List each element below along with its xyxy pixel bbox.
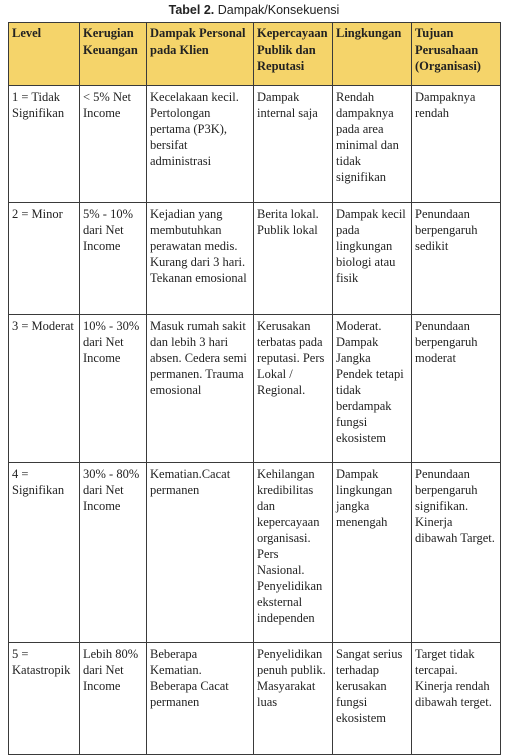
cell-company-objective: Penundaan berpengaruh moderat	[412, 315, 501, 463]
cell-personal-impact: Beberapa Kematian. Beberapa Cacat permanen	[147, 643, 254, 755]
caption-label: Tabel 2.	[168, 3, 215, 17]
header-row	[9, 23, 501, 86]
cell-personal-impact: Kecelakaan kecil. Pertolongan pertama (P3K), bersifat administrasi	[147, 86, 254, 203]
cell-public-trust: Berita lokal. Publik lokal	[254, 203, 333, 315]
cell-public-trust: Kehilangan kredibilitas dan kepercayaan organisasi. Pers Nasional. Penyelidikan eksternal independen	[254, 463, 333, 643]
table-row	[9, 86, 501, 203]
cell-environment: Sangat serius terhadap kerusakan fungsi ekosistem	[333, 643, 412, 755]
header-public-trust: Kepercayaan Publik dan Reputasi	[254, 23, 333, 86]
cell-level: 5 = Katastropik	[9, 643, 80, 755]
cell-environment: Dampak lingkungan jangka menengah	[333, 463, 412, 643]
cell-environment: Dampak kecil pada lingkungan biologi atau fisik	[333, 203, 412, 315]
header-personal-impact: Dampak Personal pada Klien	[147, 23, 254, 86]
header-environment: Lingkungan	[333, 23, 412, 86]
header-financial-loss: Kerugian Keuangan	[80, 23, 147, 86]
table-row	[9, 463, 501, 643]
cell-level: 1 = Tidak Signifikan	[9, 86, 80, 203]
table-row	[9, 643, 501, 755]
header-level: Level	[9, 23, 80, 86]
cell-financial-loss: 10% - 30% dari Net Income	[80, 315, 147, 463]
cell-environment: Moderat. Dampak Jangka Pendek tetapi tidak berdampak fungsi ekosistem	[333, 315, 412, 463]
cell-personal-impact: Kejadian yang membutuhkan perawatan medis. Kurang dari 3 hari. Tekanan emosional	[147, 203, 254, 315]
cell-financial-loss: Lebih 80% dari Net Income	[80, 643, 147, 755]
cell-financial-loss: < 5% Net Income	[80, 86, 147, 203]
cell-level: 2 = Minor	[9, 203, 80, 315]
cell-financial-loss: 30% - 80% dari Net Income	[80, 463, 147, 643]
cell-financial-loss: 5% - 10% dari Net Income	[80, 203, 147, 315]
table-caption	[0, 0, 508, 20]
cell-personal-impact: Masuk rumah sakit dan lebih 3 hari absen. Cedera semi permanen. Trauma emosional	[147, 315, 254, 463]
cell-level: 3 = Moderat	[9, 315, 80, 463]
table-row	[9, 203, 501, 315]
impact-table	[8, 22, 501, 755]
cell-public-trust: Penyelidikan penuh publik. Masyarakat luas	[254, 643, 333, 755]
cell-level: 4 = Signifikan	[9, 463, 80, 643]
cell-public-trust: Dampak internal saja	[254, 86, 333, 203]
caption-text: Dampak/Konsekuensi	[214, 3, 340, 17]
cell-environment: Rendah dampaknya pada area minimal dan tidak signifikan	[333, 86, 412, 203]
cell-company-objective: Penundaan berpengaruh sedikit	[412, 203, 501, 315]
cell-personal-impact: Kematian.Cacat permanen	[147, 463, 254, 643]
cell-company-objective: Dampaknya rendah	[412, 86, 501, 203]
cell-company-objective: Penundaan berpengaruh signifikan. Kinerja dibawah Target.	[412, 463, 501, 643]
table-row	[9, 315, 501, 463]
cell-company-objective: Target tidak tercapai. Kinerja rendah dibawah terget.	[412, 643, 501, 755]
header-company-objective: Tujuan Perusahaan (Organisasi)	[412, 23, 501, 86]
cell-public-trust: Kerusakan terbatas pada reputasi. Pers Lokal / Regional.	[254, 315, 333, 463]
